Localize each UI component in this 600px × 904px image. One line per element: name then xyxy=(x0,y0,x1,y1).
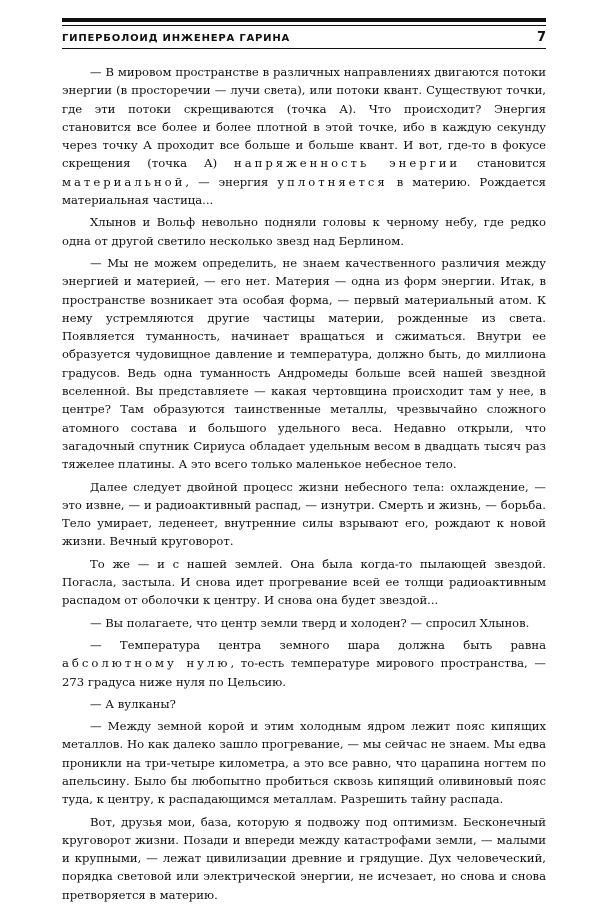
paragraph: Хлынов и Вольф невольно подняли головы к черному небу, где редко одна от другой светило несколько звезд над Берлином. xyxy=(62,215,546,248)
running-header xyxy=(62,26,546,48)
paragraph-text: в материю. Рождается материальная частица... xyxy=(62,174,546,208)
paragraph-text: становится xyxy=(460,156,546,171)
running-title: ГИПЕРБОЛОИД ИНЖЕНЕРА ГАРИНА xyxy=(62,33,291,44)
spaced-emphasis: напряженность энергии xyxy=(234,156,461,171)
paragraph: — Между земной корой и этим холодным ядром лежит пояс кипящих металлов. Но как далеко зашло прогревание, — мы сейчас не знаем. Мы едва проникли на три-четыре километра, а это все равно, что царапина ногтем по апельсину. Было бы любопытно пробиться сквозь кипящий оливиновый пояс туда, к центру, к распадающимся металлам. Разрешить тайну распада. xyxy=(62,719,546,807)
paragraph: — Вы полагаете, что центр земли тверд и холоден? — спросил Хлынов. xyxy=(90,615,530,630)
paragraph: То же — и с нашей землей. Она была когда-то пылающей звездой. Погасла, застыла. И снова идет прогревание всей ее толщи радиоактивным распадом от оболочки к центру. И снова она будет звездой... xyxy=(62,556,546,608)
book-page xyxy=(62,18,546,904)
body-text xyxy=(62,63,546,904)
paragraph-text: , — энергия xyxy=(185,174,278,189)
paragraph: Далее следует двойной процесс жизни небесного тела: охлаждение, — это извне, — и радиоактивный распад, — изнутри. Смерть и жизнь, — борьба. Тело умирает, леденеет, внутренние силы взрывают его, рождают к новой жизни. Вечный круговорот. xyxy=(62,479,546,549)
paragraph-text: , то-есть температуре мирового пространства, — 273 градуса ниже нуля по Цельсию. xyxy=(62,656,546,689)
paragraph: — А вулканы? xyxy=(90,696,176,711)
paragraph: Вот, друзья мои, база, которую я подвожу под оптимизм. Бесконечный круговорот жизни. Позади и впереди между катастрофами земли, — малыми и крупными, — лежат цивилизации древние и грядущие. Дух человеческий, порядка световой или электрической энергии, не исчезает, но снова и снова претворяется в материю. xyxy=(62,814,546,902)
spaced-emphasis: абсолютному нулю xyxy=(62,656,231,671)
page-number: 7 xyxy=(536,30,546,45)
spaced-emphasis: уплотняется xyxy=(277,174,388,189)
spaced-emphasis: материальной xyxy=(62,174,186,189)
header-rule-top xyxy=(62,18,546,22)
paragraph-text: — В мировом пространстве в различных направлениях двигаются потоки энергии (в просторечии — лучи света), или потоки квант. Существуют точки, где эти потоки скрещиваются (точка А). Что происходит? Энергия становится все более и более плотной в этой точке, ибо в каждую секунду через точку А проходит все больше и больше квант. И вот, где-то в фокусе скрещения (точка А) xyxy=(62,65,546,171)
paragraph xyxy=(62,63,546,209)
paragraph: — Мы не можем определить, не знаем качественного различия между энергией и материей, — его нет. Материя — одна из форм энергии. Итак, в пространстве возникает эта особая форма, — первый материальный атом. К нему устремляются другие частицы материи, рожденные из света. Появляется туманность, начинает вращаться и сжиматься. Внутри ее образуется чудовищное давление и температура, должно быть, до миллиона градусов. Ведь одна туманность Андромеды больше всей нашей звездной вселенной. Вы представляете — какая чертовщина происходит там у нее, в центре? Там образуются таинственные металлы, чрезвычайно сложного атомного состава и большого удельного веса. Недавно открыли, что загадочный спутник Сириуса обладает удельным весом в двадцать тысяч раз тяжелее платины. А это всего только маленькое небесное тело. xyxy=(62,255,546,472)
paragraph xyxy=(62,636,546,691)
paragraph-text: — Температура центра земного шара должна быть равна xyxy=(90,637,546,652)
header-rule-under xyxy=(62,48,546,49)
